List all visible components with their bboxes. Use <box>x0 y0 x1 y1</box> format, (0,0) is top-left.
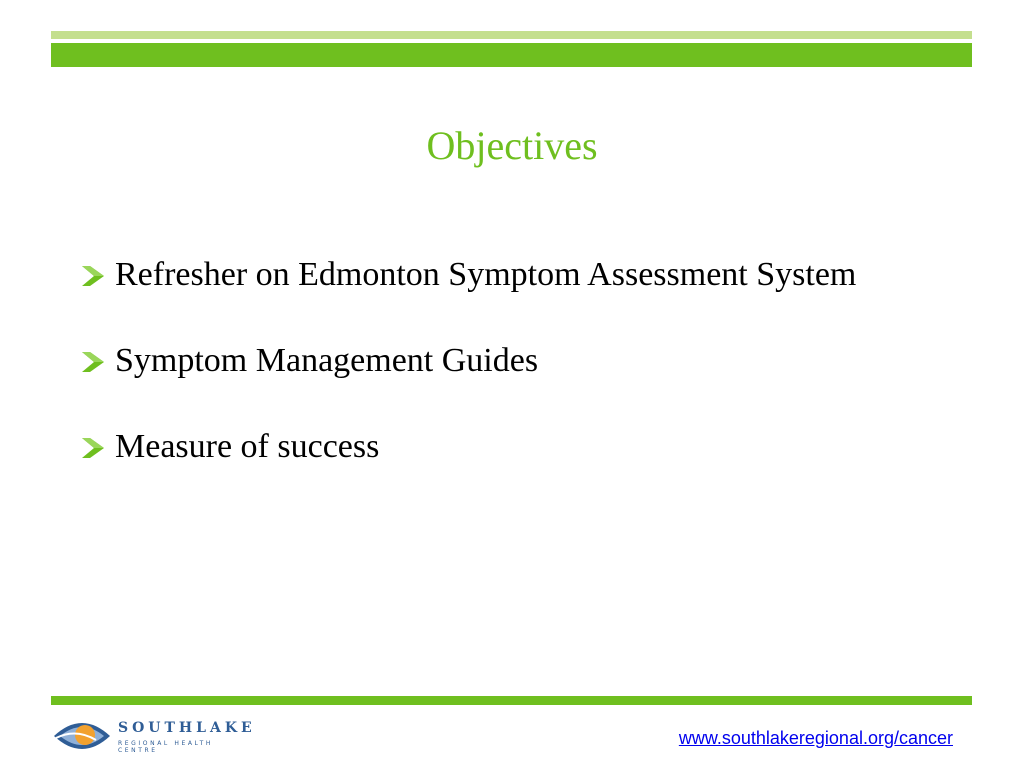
arrow-bullet-icon <box>82 438 106 458</box>
arrow-bullet-icon <box>82 266 106 286</box>
southlake-logo <box>52 716 256 758</box>
website-link[interactable]: www.southlakeregional.org/cancer <box>678 728 953 748</box>
bullet-item <box>80 422 940 472</box>
header-bar-dark <box>51 43 972 67</box>
logo-subtitle: REGIONAL HEALTH CENTRE <box>118 740 214 754</box>
logo-name: SOUTHLAKE <box>118 720 256 736</box>
footer-bar <box>51 696 972 705</box>
bullet-text: Measure of success <box>115 428 380 465</box>
bullet-text: Refresher on Edmonton Symptom Assessment System <box>115 256 857 293</box>
bullet-text: Symptom Management Guides <box>115 342 539 379</box>
slide-title: Objectives <box>426 123 598 168</box>
arrow-bullet-icon <box>82 352 106 372</box>
bullet-item <box>80 250 940 300</box>
bullet-item <box>80 336 940 386</box>
southlake-logo-icon <box>52 716 112 756</box>
bullet-list <box>80 250 940 472</box>
header-bar-light <box>51 31 972 39</box>
